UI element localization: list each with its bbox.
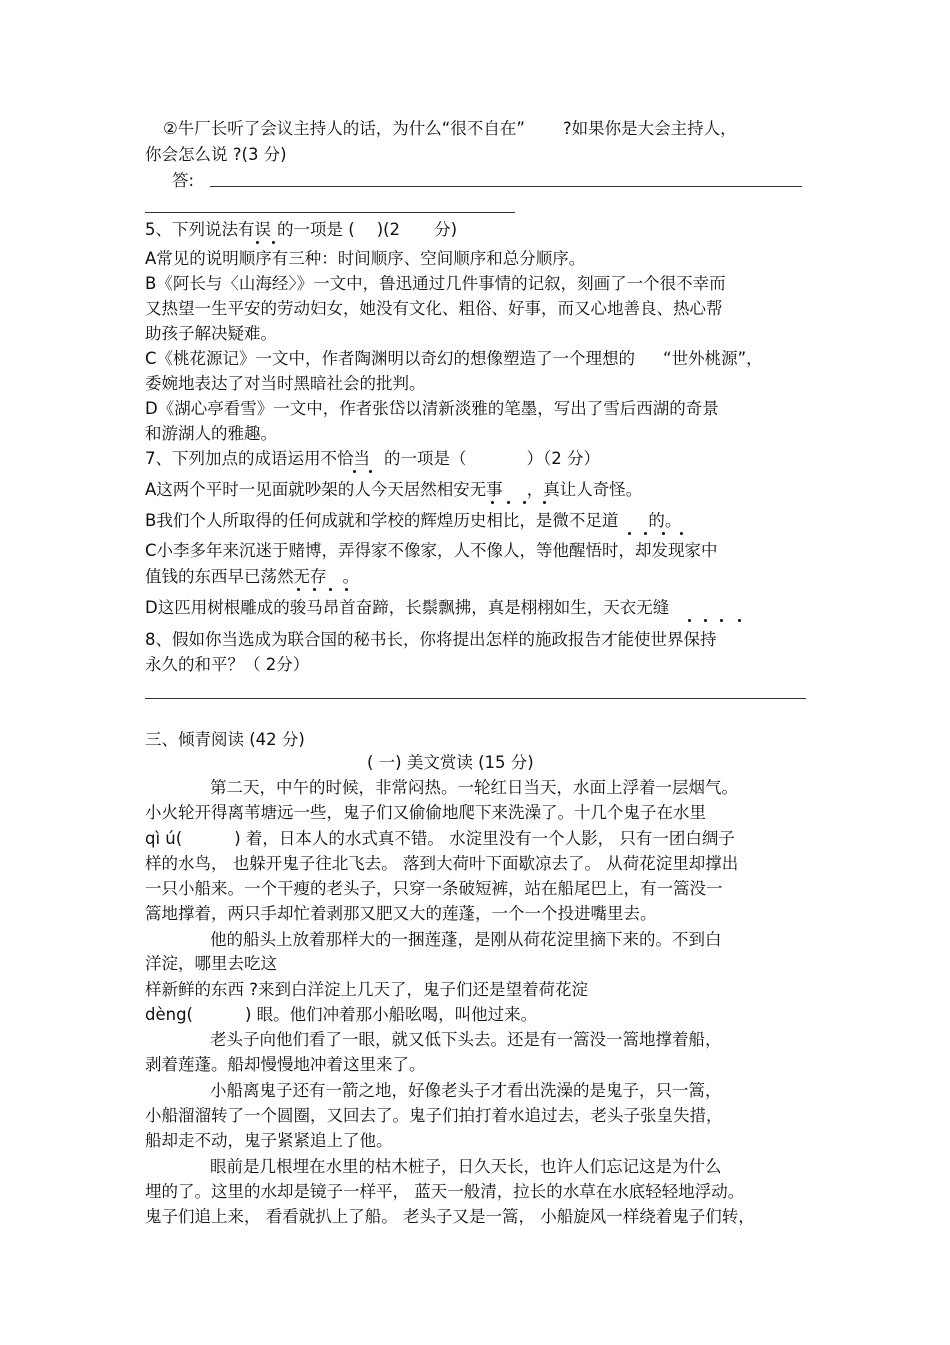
emphasis-dot bbox=[313, 588, 316, 591]
q5-option-d-line2: 和游湖人的雅趣。 bbox=[145, 424, 277, 443]
q5-option-b-line1: B《阿长与〈山海经〉》一文中，鲁迅通过几件事情的记叙，刻画了一个很不幸而 bbox=[145, 274, 726, 293]
emphasis-dot bbox=[628, 532, 631, 535]
emphasis-dot bbox=[345, 588, 348, 591]
emphasis-dot bbox=[491, 501, 494, 504]
passage-line: 他的船头上放着那样大的一捆莲蓬，是刚从荷花淀里摘下来的。不到白 bbox=[210, 930, 722, 949]
q5-stem-a: 5、下列说法有误 bbox=[145, 220, 271, 239]
q7-stem-a: 7、下列加点的成语运用不恰当 bbox=[145, 449, 370, 468]
q2-line1-text: ②牛厂长听了会议主持人的话，为什么“很不自在” bbox=[163, 119, 525, 138]
q8-answer-line[interactable] bbox=[145, 698, 806, 699]
q7-option-c-line1: C小李多年来沉迷于赌博，弄得家不像家，人不像人，等他醒悟时，却发现家中 bbox=[145, 541, 718, 560]
pinyin-blank-1: qì ú( bbox=[145, 829, 183, 848]
q5-stem-c: )(2 bbox=[376, 220, 401, 239]
passage-text: ) 着，日本人的水式真不错。 水淀里没有一个人影， 只有一团白绸子 bbox=[234, 829, 735, 848]
emphasis-dot bbox=[688, 619, 691, 622]
q7-option-b-text: B我们个人所取得的任何成就和学校的辉煌历史相比，是微不足道 bbox=[145, 511, 619, 530]
passage-line: 小火轮开得离苇塘远一些，鬼子们又偷偷地爬下来洗澡了。十几个鬼子在水里 bbox=[145, 803, 706, 822]
q7-stem-c: ）（2 分） bbox=[526, 449, 600, 468]
q7-option-a-end: ，真让人奇怪。 bbox=[526, 480, 643, 499]
q7-option-c-line2 bbox=[145, 566, 359, 588]
emphasis-dot bbox=[369, 470, 372, 473]
emphasis-dot bbox=[704, 619, 707, 622]
passage-line-pinyin bbox=[145, 828, 735, 850]
q5-option-c-line1 bbox=[145, 348, 763, 370]
emphasis-dot bbox=[543, 501, 546, 504]
passage-line: 眼前是几根埋在水里的枯木桩子，日久天长，也许人们忘记这是为什么 bbox=[210, 1157, 722, 1176]
q7-stem-b: 的一项是（ bbox=[384, 449, 467, 468]
q7-option-b bbox=[145, 510, 681, 532]
passage-line: 篙地撑着，两只手却忙着剥那又肥又大的莲蓬，一个一个投进嘴里去。 bbox=[145, 904, 657, 923]
emphasis-dot bbox=[297, 588, 300, 591]
q2-line2: 你会怎么说 ?(3 分) bbox=[145, 145, 287, 164]
passage-line: 小船离鬼子还有一箭之地，好像老头子才看出洗澡的是鬼子，只一篙， bbox=[210, 1081, 722, 1100]
emphasis-dot bbox=[720, 619, 723, 622]
emphasis-dot bbox=[644, 532, 647, 535]
section3-subtitle: ( 一) 美文赏读 (15 分) bbox=[367, 753, 534, 772]
q5-option-c-line2: 委婉地表达了对当时黑暗社会的批判。 bbox=[145, 374, 426, 393]
q7-option-c-end: 。 bbox=[342, 567, 359, 586]
q7-option-c-text: 值钱的东西早已荡然无存 bbox=[145, 567, 327, 586]
passage-line: 样的水鸟， 也躲开鬼子往北飞去。 落到大荷叶下面歇凉去了。 从荷花淀里却撑出 bbox=[145, 854, 739, 873]
passage-text: ) 眼。他们冲着那小船吆喝，叫他过来。 bbox=[245, 1005, 538, 1024]
q7-option-a-text: A这两个平时一见面就吵架的人今天居然相安无事 bbox=[145, 480, 503, 499]
pinyin-blank-2: dèng( bbox=[145, 1005, 193, 1024]
emphasis-dot bbox=[272, 241, 275, 244]
emphasis-dot bbox=[680, 532, 683, 535]
emphasis-dot bbox=[353, 470, 356, 473]
passage-line: 第二天，中午的时候，非常闷热。一轮红日当天，水面上浮着一层烟气。 bbox=[210, 778, 738, 797]
q2-line1 bbox=[163, 118, 737, 140]
passage-line: 样新鲜的东西 ?来到白洋淀上几天了，鬼子们还是望着荷花淀 bbox=[145, 980, 589, 999]
passage-line: 鬼子们追上来， 看看就扒上了船。 老头子又是一篙， 小船旋风一样绕着鬼子们转， bbox=[145, 1207, 755, 1226]
emphasis-dot bbox=[329, 588, 332, 591]
emphasis-dot bbox=[523, 501, 526, 504]
section3-title: 三、倾青阅读 (42 分) bbox=[145, 730, 305, 749]
q2-line1-end: ?如果你是大会主持人， bbox=[562, 119, 737, 138]
answer-line-2[interactable] bbox=[145, 212, 515, 213]
q7-option-d: D这匹用树根雕成的骏马昂首奋蹄，长鬃飘拂，真是栩栩如生，天衣无缝 bbox=[145, 598, 670, 617]
q5-option-b-line2: 又热望一生平安的劳动妇女，她没有文化、粗俗、好事，而又心地善良、热心帮 bbox=[145, 299, 723, 318]
q5-option-d-line1: D《湖心亭看雪》一文中，作者张岱以清新淡雅的笔墨，写出了雪后西湖的奇景 bbox=[145, 399, 719, 418]
q5-option-a: A常见的说明顺序有三种：时间顺序、空间顺序和总分顺序。 bbox=[145, 249, 586, 268]
passage-line: 一只小船来。一个干瘦的老头子，只穿一条破短裤，站在船尾巴上，有一篙没一 bbox=[145, 879, 723, 898]
q7-option-b-end: 的。 bbox=[648, 511, 682, 530]
q5-option-c-quote: “世外桃源”， bbox=[663, 349, 763, 368]
q5-stem-d: 分) bbox=[434, 220, 457, 239]
q7-option-a bbox=[145, 479, 642, 501]
q8-line2: 永久的和平？（ 2分） bbox=[145, 655, 310, 674]
q5-stem-b: 的一项是 ( bbox=[277, 220, 355, 239]
q8-line1: 8、假如你当选成为联合国的秘书长，你将提出怎样的施政报告才能使世界保持 bbox=[145, 630, 717, 649]
passage-line-pinyin bbox=[145, 1004, 537, 1026]
q5-stem bbox=[145, 219, 457, 241]
passage-line: 洋淀，哪里去吃这 bbox=[145, 954, 277, 973]
q5-option-b-line3: 助孩子解决疑难。 bbox=[145, 324, 277, 343]
emphasis-dot bbox=[256, 241, 259, 244]
answer-line[interactable] bbox=[210, 186, 802, 187]
emphasis-dot bbox=[662, 532, 665, 535]
emphasis-dot bbox=[507, 501, 510, 504]
q5-option-c-text: C《桃花源记》一文中，作者陶渊明以奇幻的想像塑造了一个理想的 bbox=[145, 349, 636, 368]
passage-line: 船却走不动，鬼子紧紧追上了他。 bbox=[145, 1131, 393, 1150]
passage-line: 小船溜溜转了一个圆圈，又回去了。鬼子们拍打着水追过去，老头子张皇失措， bbox=[145, 1106, 723, 1125]
passage-line: 埋的了。这里的水却是镜子一样平， 蓝天一般清，拉长的水草在水底轻轻地浮动。 bbox=[145, 1182, 745, 1201]
q7-stem bbox=[145, 448, 600, 470]
passage-line: 老头子向他们看了一眼，就又低下头去。还是有一篙没一篙地撑着船， bbox=[210, 1030, 722, 1049]
passage-line: 剥着莲蓬。船却慢慢地冲着这里来了。 bbox=[145, 1055, 426, 1074]
emphasis-dot bbox=[738, 619, 741, 622]
answer-label: 答: bbox=[172, 171, 195, 190]
